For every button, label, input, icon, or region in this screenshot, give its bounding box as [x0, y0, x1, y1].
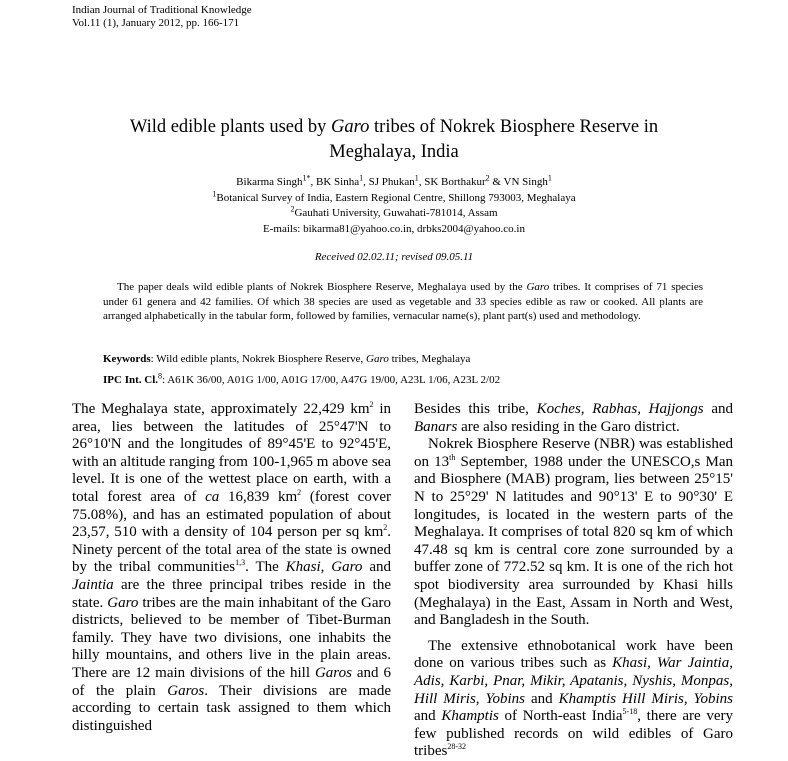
- body-paragraph: [72, 401, 391, 735]
- ipc-classification: [103, 373, 500, 387]
- body-text: and: [524, 690, 559, 707]
- body-text: The extensive ethnobotanical work have been done on various tribes such as: [414, 637, 733, 672]
- affiliation-text: Botanical Survey of India, Eastern Regional Centre, Shillong 793003, Meghalaya: [216, 191, 576, 204]
- body-text: Nokrek Biosphere Reserve (NBR) was established on 13: [414, 436, 733, 470]
- body-italic: Garos: [167, 682, 205, 699]
- body-italic: Garo: [107, 594, 139, 611]
- body-text: . The: [245, 559, 286, 576]
- author-sup: 1: [414, 173, 419, 183]
- author-name: SJ Phukan: [368, 176, 415, 188]
- keywords-italic: Garo: [366, 353, 389, 365]
- title-italic: Garo: [331, 117, 370, 137]
- ipc-label: IPC Int. Cl.: [103, 374, 159, 386]
- body-text: . Their divisions are made according to certain task assigned to them which distinguished: [72, 682, 391, 734]
- abstract-text: The paper deals wild edible plants of Nokrek Biosphere Reserve, Meghalaya used by the: [117, 281, 527, 293]
- body-text: are the three principal tribes reside in the state.: [72, 576, 391, 611]
- affiliation-1: [0, 188, 788, 207]
- author-name: BK Sinha: [315, 176, 360, 188]
- citation-sup: 5-18: [622, 707, 638, 717]
- superscript: 2: [369, 400, 374, 409]
- keywords-text: : Wild edible plants, Nokrek Biosphere Reserve,: [150, 353, 367, 365]
- body-text: The Meghalaya state, approximately 22,429 km: [72, 401, 370, 417]
- body-text: , there are very few published records on wild edibles of Garo tribes: [414, 708, 733, 760]
- author-block: [0, 175, 788, 237]
- body-italic: Khasi, War Jaintia, Adis, Karbi, Pnar, Mikir, Apatanis, Nyshis, Monpas, Hill Miris, Yobins: [414, 655, 733, 707]
- body-text: September, 1988 under the UNESCO,s Man and Biosphere (MAB) program, lies between 25°15' N to 25°29' N latitudes and 90°13' E to 90°30' E longitudes, is located in the western parts of the Meghalaya. It comprises of total 820 sq km of which 47.48 sq km is central core zone surrounded by a buffer zone of 772.52 sq km. It is one of the rich hot spot biodiversity area surrounded by Khasi hills (Meghalaya) in the East, Assam in North and West, and Bangladesh in the South.: [414, 453, 734, 629]
- body-text: and: [703, 401, 733, 417]
- body-paragraph: [414, 401, 733, 436]
- author-list: Bikarma Singh$^{1*}$, BK Sinha$^1$, SJ Phukan$^1$, SK Borthakur$^2$ & VN Singh$^1$: [236, 173, 552, 188]
- body-italic: Banars: [414, 418, 458, 435]
- journal-volume: Vol.11 (1), January 2012, pp. 166-171: [72, 17, 240, 29]
- body-italic: Jaintia: [72, 576, 114, 593]
- author-sup: 1: [359, 173, 364, 183]
- received-date: Received 02.02.11; revised 09.05.11: [314, 251, 474, 263]
- body-text: . Ninety percent of the total area of the state is owned by the tribal communities: [72, 524, 391, 576]
- body-italic: Khasi, Garo: [285, 559, 363, 576]
- author-sup: 2: [485, 173, 490, 183]
- paper-title: [0, 115, 788, 165]
- affiliation-text: Gauhati University, Guwahati-781014, Assam: [294, 207, 498, 219]
- affiliation-2: [0, 206, 788, 222]
- abstract-italic: Garo: [526, 281, 550, 293]
- body-text: and: [362, 559, 391, 576]
- body-italic: Khamptis Hill Miris, Yobins: [558, 690, 733, 707]
- superscript: th: [449, 452, 456, 462]
- title-text: tribes of Nokrek Biosphere Reserve in: [369, 117, 659, 137]
- body-italic: Koches, Rabhas, Hajjongs: [536, 401, 704, 417]
- abstract-text: tribes. It comprises of 71 species under 61 genera and 42 families. Of which 38 species are used as vegetable and 33 species edible as raw or cooked. All plants are arranged alphabetically in the tabular form, followed by families, vernacular name(s), plant part(s) used and methodology.: [103, 281, 703, 322]
- title-text: Wild edible plants used by: [129, 117, 332, 137]
- author-name: SK Borthakur: [424, 176, 486, 188]
- body-text: in area, lies between the latitudes of 25°47'N to 26°10'N and the longitudes of 89°45'E to 92°45'E, with an altitude ranging from 100-1,965 m above sea level. It is one of the wettest place on earth, with a total forest area of: [72, 401, 391, 505]
- affiliation-sup: 2: [290, 204, 295, 214]
- body-paragraph: [414, 436, 733, 630]
- body-text: tribes are the main inhabitant of the Garo districts, believed to be member of Tibet-Burman family. They have two divisions, one inhabits the hilly mountains, and others live in the plain areas. There are 12 main divisions of the hill: [72, 594, 391, 681]
- title-line-1: [0, 115, 788, 140]
- body-paragraph: [414, 638, 733, 761]
- journal-header: [72, 4, 252, 30]
- abstract: [103, 280, 703, 324]
- left-column: [72, 401, 391, 735]
- keywords-label: Keywords: [103, 353, 151, 365]
- body-italic: Garos: [314, 664, 352, 681]
- author-sup: 1: [547, 173, 552, 183]
- right-column: [414, 401, 733, 761]
- author-name: Bikarma Singh: [236, 176, 303, 188]
- author-emails: E-mails: bikarma81@yahoo.co.in, drbks2004@yahoo.co.in: [263, 222, 525, 235]
- journal-name: Indian Journal of Traditional Knowledge: [72, 4, 252, 16]
- ipc-text: : A61K 36/00, A01G 1/00, A01G 17/00, A47G 19/00, A23L 1/06, A23L 2/02: [162, 374, 501, 386]
- keywords-text: tribes, Meghalaya: [388, 353, 471, 365]
- author-sup: 1*: [302, 173, 311, 183]
- body-italic: Khamptis: [441, 708, 499, 725]
- ipc-sup: 8: [158, 371, 163, 381]
- body-text: and: [414, 708, 442, 725]
- citation-sup: 28-32: [447, 742, 466, 752]
- keywords: [103, 352, 470, 366]
- body-text: and 6 of the plain: [72, 664, 391, 699]
- affiliation-sup: 1: [212, 188, 217, 198]
- superscript: 2: [297, 487, 302, 497]
- citation-sup: 1,3: [235, 558, 246, 568]
- body-text: Besides this tribe,: [414, 401, 537, 417]
- body-text: of North-east India: [498, 708, 623, 725]
- title-line-2: Meghalaya, India: [329, 142, 459, 162]
- author-name: VN Singh: [503, 176, 548, 188]
- body-text: are also residing in the Garo district.: [457, 418, 680, 435]
- body-italic: ca: [205, 488, 220, 505]
- body-text: 16,839 km: [219, 488, 298, 505]
- body-text: (forest cover 75.08%), and has an estimated population of about 23,57, 510 with a density of 104 person per sq km: [72, 488, 391, 541]
- superscript: 2: [383, 523, 388, 533]
